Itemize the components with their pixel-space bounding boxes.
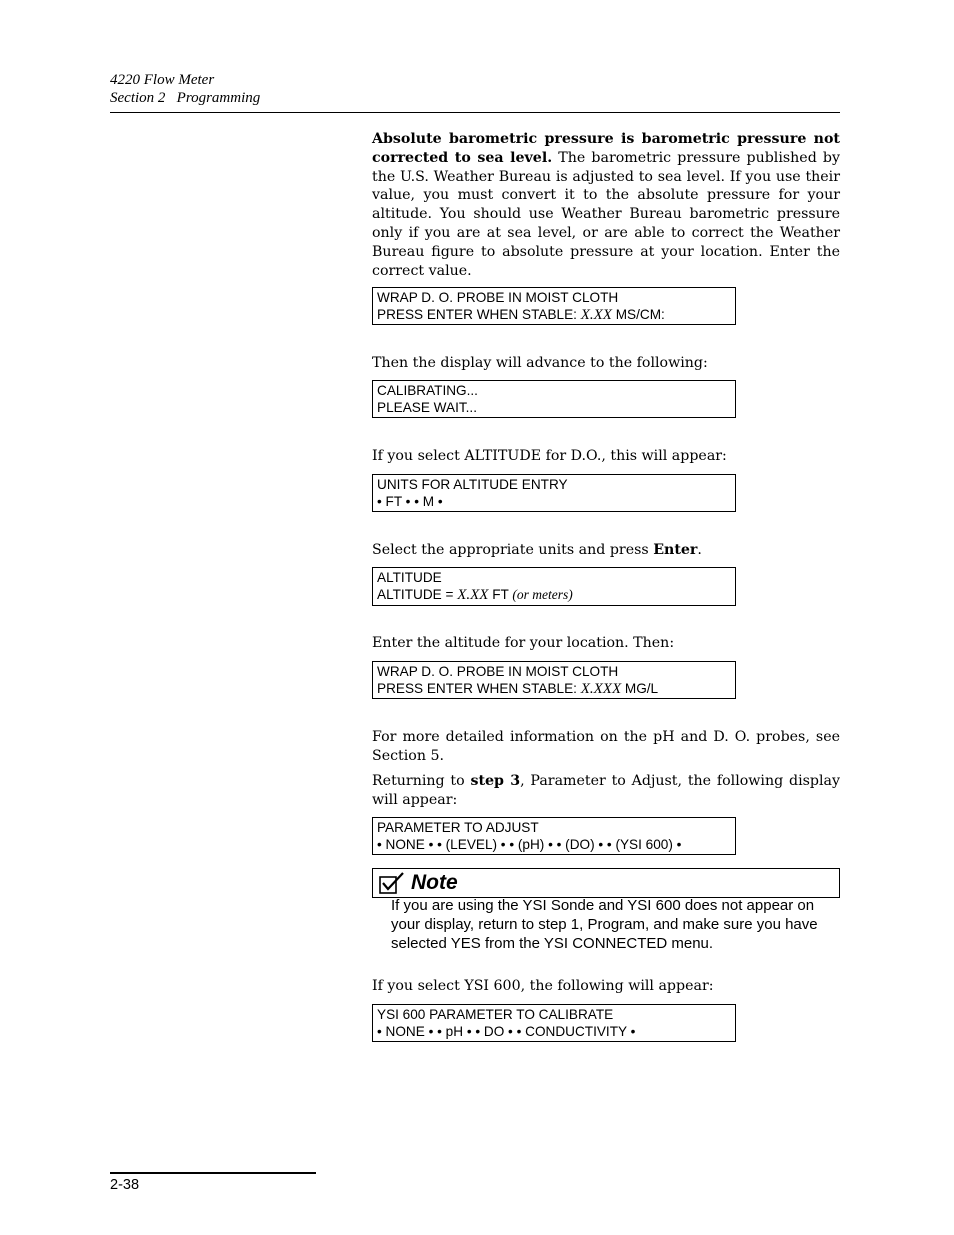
display-line-1: PARAMETER TO ADJUST xyxy=(377,820,539,835)
display-line-1: WRAP D. O. PROBE IN MOIST CLOTH xyxy=(377,290,619,305)
display-wrap-probe-mgl xyxy=(372,661,736,699)
paragraph-more-info: For more detailed information on the pH and D. O. probes, see Section 5. xyxy=(372,729,840,764)
display-line-1: ALTITUDE xyxy=(377,570,442,585)
page-number: 2-38 xyxy=(110,1177,140,1193)
running-header xyxy=(110,71,840,107)
paragraph-advance: Then the display will advance to the following: xyxy=(372,355,708,371)
paragraph-altitude-select: If you select ALTITUDE for D.O., this will appear: xyxy=(372,448,727,464)
note-title: Note xyxy=(411,871,458,894)
display-units-altitude xyxy=(372,474,736,512)
header-rule xyxy=(110,112,840,113)
footer-rule xyxy=(110,1172,316,1174)
display-line-1: WRAP D. O. PROBE IN MOIST CLOTH xyxy=(377,664,619,679)
display-line-1: YSI 600 PARAMETER TO CALIBRATE xyxy=(377,1007,614,1022)
note-text: If you are using the YSI Sonde and YSI 600 does not appear on your display, return to step 1, Program, and make sure you have selected YES from the YSI CONNECTED menu. xyxy=(391,897,818,952)
note-box xyxy=(372,868,840,898)
header-section: Section 2 Programming xyxy=(110,90,261,106)
paragraph-enter-altitude: Enter the altitude for your location. Then: xyxy=(372,635,675,651)
display-line-2: PLEASE WAIT... xyxy=(377,400,477,415)
display-altitude-entry xyxy=(372,567,736,606)
intro-bold: Absolute barometric pressure is barometric pressure not corrected to sea level. xyxy=(372,131,840,166)
intro-paragraph xyxy=(372,130,840,280)
paragraph-ysi-select: If you select YSI 600, the following will appear: xyxy=(372,978,714,994)
display-line-2: PRESS ENTER WHEN STABLE: X.XX MS/CM: xyxy=(377,307,665,323)
display-parameter-adjust xyxy=(372,817,736,855)
display-line-1: CALIBRATING... xyxy=(377,383,478,398)
checkbox-check-icon xyxy=(379,872,405,894)
paragraph-returning: Returning to step 3, Parameter to Adjust, the following display will appear: xyxy=(372,773,840,808)
header-title: 4220 Flow Meter xyxy=(110,72,215,88)
intro-rest: The barometric pressure published by the U.S. Weather Bureau is adjusted to sea level. If you use their value, you must convert it to the absolute pressure for your altitude. You should use Weather Bureau barometric pressure only if you are at sea level, or are able to correct the Weather Bureau figure to absolute pressure at your location. Enter the correct value. xyxy=(372,149,841,279)
display-calibrating xyxy=(372,380,736,418)
display-ysi-parameter xyxy=(372,1004,736,1042)
paragraph-select-units: Select the appropriate units and press Enter. xyxy=(372,542,702,558)
display-wrap-probe-conductivity xyxy=(372,287,736,325)
display-line-2: • NONE • • pH • • DO • • CONDUCTIVITY • xyxy=(377,1024,636,1039)
display-line-2: • NONE • • (LEVEL) • • (pH) • • (DO) • • (YSI 600) • xyxy=(377,837,682,852)
display-line-2: PRESS ENTER WHEN STABLE: X.XXX MG/L xyxy=(377,681,659,697)
display-line-2: • FT • • M • xyxy=(377,494,443,509)
display-line-1: UNITS FOR ALTITUDE ENTRY xyxy=(377,477,568,492)
display-line-2: ALTITUDE = X.XX FT (or meters) xyxy=(377,587,573,603)
